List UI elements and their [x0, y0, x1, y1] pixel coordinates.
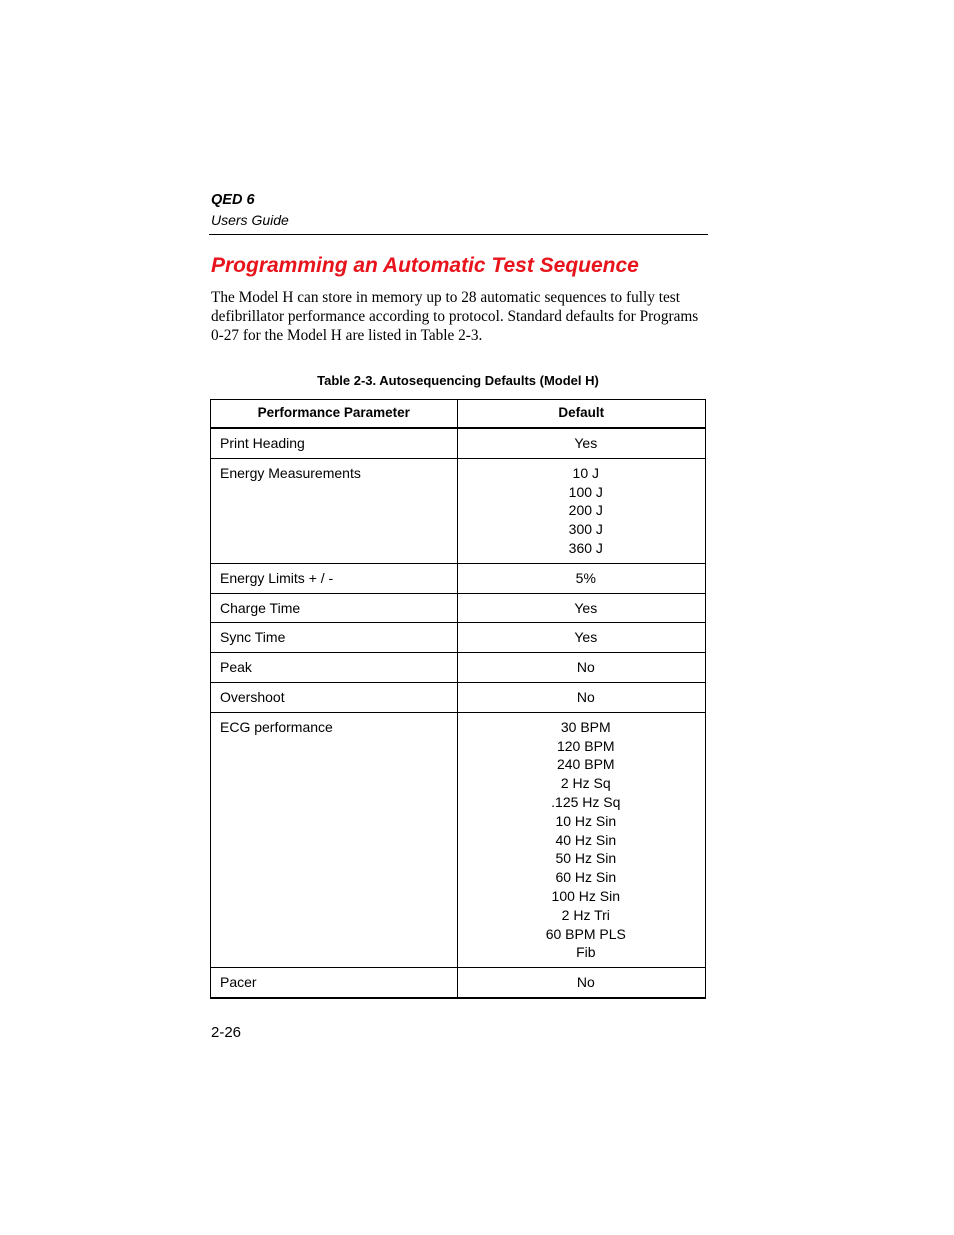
- default-value: 5%: [575, 569, 596, 586]
- default-value: 300 J: [568, 521, 603, 538]
- table-header-row: [211, 400, 706, 429]
- parameter-cell: Overshoot: [211, 682, 458, 712]
- default-value: Yes: [574, 435, 598, 451]
- parameter-cell: Sync Time: [211, 623, 458, 653]
- default-cell: [457, 563, 705, 593]
- default-value: 200 J: [568, 502, 603, 519]
- default-cell: [457, 682, 705, 712]
- default-value: Yes: [574, 629, 598, 646]
- autosequencing-defaults-table: [210, 399, 706, 999]
- default-value: 2 Hz Sq: [560, 775, 611, 792]
- parameter-cell: Energy Limits + / -: [211, 563, 458, 593]
- table-body: [211, 428, 706, 998]
- parameter-cell: Charge Time: [211, 593, 458, 623]
- default-cell: [457, 623, 705, 653]
- default-value: 10 Hz Sin: [555, 812, 617, 829]
- default-value: 360 J: [568, 539, 603, 556]
- running-head-title: QED 6: [211, 192, 255, 208]
- running-head: [211, 191, 708, 229]
- table-row: [211, 563, 706, 593]
- default-cell: [457, 712, 705, 967]
- table-row: [211, 968, 706, 998]
- parameter-cell: ECG performance: [211, 712, 458, 967]
- default-value: Fib: [576, 944, 596, 961]
- default-value: 30 BPM: [560, 718, 611, 735]
- default-value: 2 Hz Tri: [561, 906, 610, 923]
- table-row: [211, 682, 706, 712]
- default-value: 100 Hz Sin: [551, 887, 621, 904]
- table-row: [211, 428, 706, 458]
- section-title: Programming an Automatic Test Sequence: [211, 254, 639, 277]
- header-performance-parameter: Performance Parameter: [211, 400, 458, 429]
- default-value: No: [576, 659, 595, 676]
- default-cell: [457, 653, 705, 683]
- default-value: 50 Hz Sin: [555, 850, 617, 867]
- page-number: 2-26: [211, 1024, 242, 1041]
- parameter-cell: Print Heading: [211, 428, 458, 458]
- table-row: [211, 712, 706, 967]
- default-value: No: [576, 974, 595, 991]
- default-cell: [457, 458, 705, 563]
- parameter-cell: Peak: [211, 653, 458, 683]
- default-value: 60 Hz Sin: [555, 869, 617, 886]
- default-cell: [457, 593, 705, 623]
- table-row: [211, 593, 706, 623]
- header-rule: [209, 234, 708, 235]
- default-value: 10 J: [572, 464, 600, 481]
- header-default: Default: [457, 400, 705, 429]
- intro-paragraph: The Model H can store in memory up to 28 automatic sequences to fully test defibrillator performance according to protocol. Standard defaults for Programs 0-27 for the Model H are listed in Table 2-3.: [211, 289, 699, 344]
- table-row: [211, 653, 706, 683]
- default-value: 120 BPM: [556, 737, 615, 754]
- parameter-cell: Pacer: [211, 968, 458, 998]
- running-head-subtitle: Users Guide: [211, 212, 289, 228]
- default-value: 100 J: [568, 483, 603, 500]
- default-value: 60 BPM PLS: [545, 925, 626, 942]
- default-value: 240 BPM: [556, 756, 615, 773]
- default-value: 40 Hz Sin: [555, 831, 617, 848]
- default-cell: [457, 428, 705, 458]
- default-value: No: [576, 688, 595, 705]
- table-caption: Table 2-3. Autosequencing Defaults (Model H): [317, 373, 599, 388]
- default-value: Yes: [574, 599, 598, 616]
- default-value: .125 Hz Sq: [551, 793, 621, 810]
- table-row: [211, 623, 706, 653]
- parameter-cell: Energy Measurements: [211, 458, 458, 563]
- table-row: [211, 458, 706, 563]
- default-cell: [457, 968, 705, 998]
